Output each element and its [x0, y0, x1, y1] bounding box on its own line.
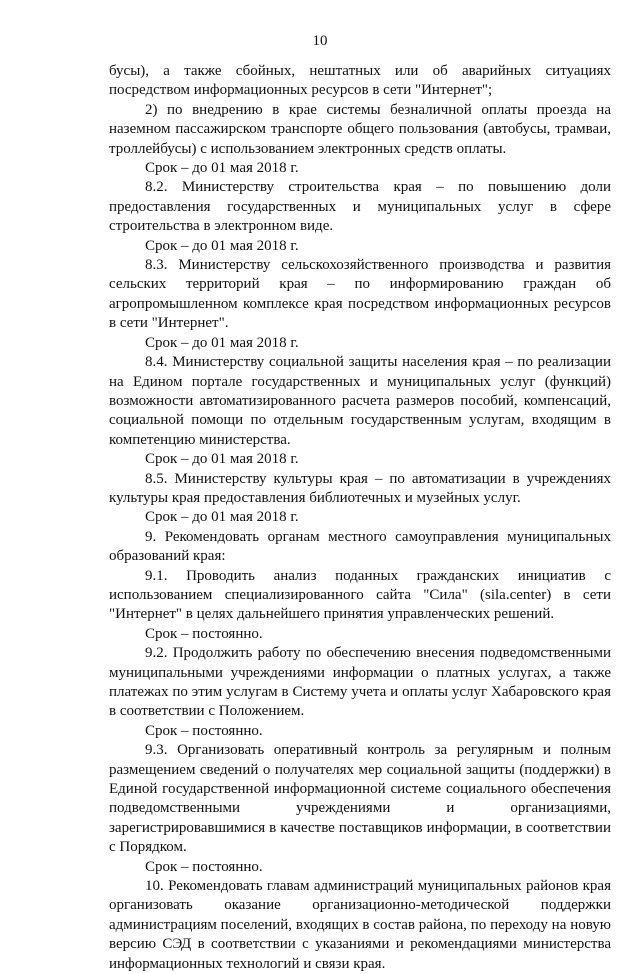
paragraph: 8.3. Министерству сельскохозяйственного производства и развития сельских территорий края – по информированию граждан об агропромышленном комплексе края посредством информационных ресурсов в сети "Интернет". [109, 257, 611, 332]
deadline-line: Срок – до 01 мая 2018 г. [145, 451, 299, 468]
paragraph: 9.2. Продолжить работу по обеспечению внесения подведомственными муниципальными учреждениями информации о платных услугах, а также платежах по этим услугам в Систему учета и оплаты услуг Хабаровского края в соответствии с Положением. [109, 645, 611, 720]
paragraph: 10. Рекомендовать главам администраций муниципальных районов края организовать оказание организационно-методической поддержки администрациям поселений, входящих в состав района, по переходу на новую версию СЭД в соответствии с указаниями и рекомендациями министерства информационных технологий и связи края. [109, 878, 611, 972]
deadline-line: Срок – до 01 мая 2018 г. [145, 509, 299, 526]
deadline-line: Срок – постоянно. [145, 722, 263, 739]
deadline-line: Срок – постоянно. [145, 858, 263, 875]
deadline-line: Срок – до 01 мая 2018 г. [145, 160, 299, 177]
paragraph: 8.2. Министерству строительства края – по повышению доли предоставления государственных и муниципальных услуг в сфере строительства в электронном виде. [109, 179, 611, 235]
deadline-line: Срок – до 01 мая 2018 г. [145, 334, 299, 351]
paragraph: 9. Рекомендовать органам местного самоуправления муниципальных образований края: [109, 528, 611, 565]
deadline-line: Срок – до 01 мая 2018 г. [145, 237, 299, 254]
paragraph: 9.3. Организовать оперативный контроль за регулярным и полным размещением сведений о получателях мер социальной защиты (поддержки) в Единой государственной информационной системе социального обеспечения подведомственными учреждениями и организациями, зарегистрировавшимися в качестве поставщиков информации, в соответствии с Порядком. [109, 742, 611, 856]
paragraph: 9.1. Проводить анализ поданных гражданских инициатив с использованием специализированного сайта "Сила" (sila.center) в сети "Интернет" в целях дальнейшего принятия управленческих решений. [109, 567, 611, 623]
page-number: 10 [312, 33, 328, 49]
paragraph: 2) по внедрению в крае системы безналичной оплаты проезда на наземном пассажирском транспорте общего пользования (автобусы, трамваи, троллейбусы) с использованием электронных средств оплаты. [109, 101, 611, 157]
paragraph: бусы), а также сбойных, нештатных или об аварийных ситуациях посредством информационных ресурсов в сети "Интернет"; [109, 63, 611, 99]
deadline-line: Срок – постоянно. [145, 625, 263, 642]
document-body [109, 62, 611, 974]
paragraph: 8.4. Министерству социальной защиты населения края – по реализации на Едином портале государственных и муниципальных услуг (функций) возможности автоматизированного расчета размеров пособий, компенсаций, социальной помощи по отдельным государственным услугам, входящим в компетенцию министерства. [109, 354, 611, 448]
paragraph: 8.5. Министерству культуры края – по автоматизации в учреждениях культуры края предоставления библиотечных и музейных услуг. [109, 470, 611, 506]
